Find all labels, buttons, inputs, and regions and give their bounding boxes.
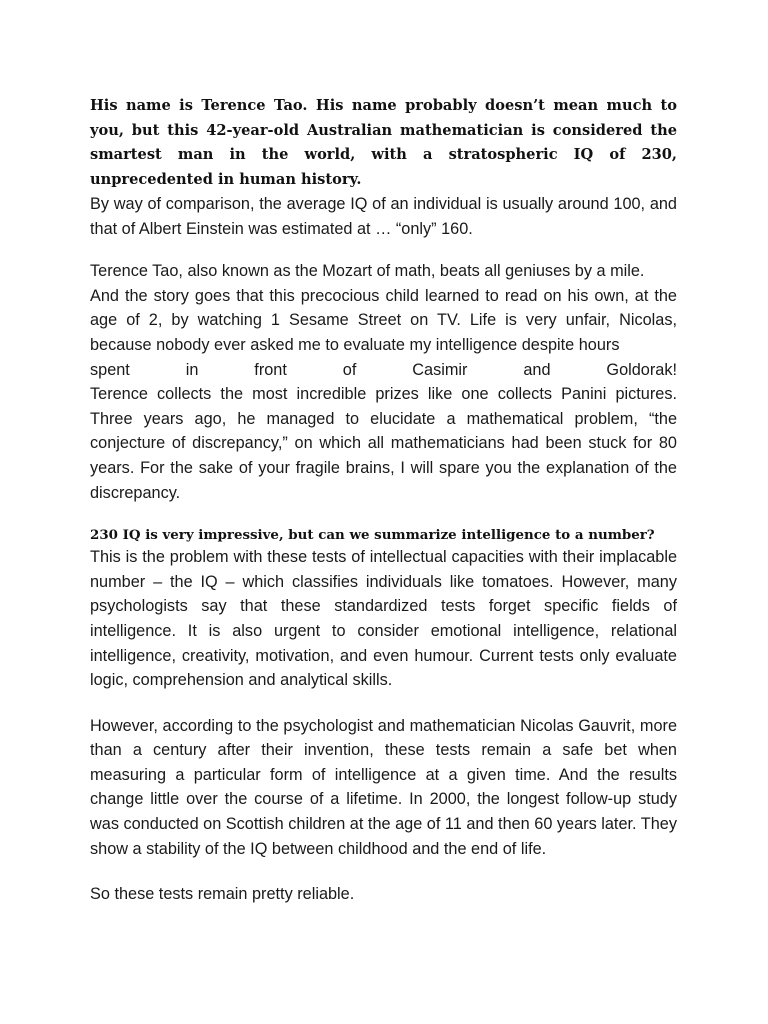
- comparison-paragraph: By way of comparison, the average IQ of an individual is usually around 100, and that of Albert Einstein was estimated at … “only” 160.: [90, 195, 677, 238]
- story-paragraph-end: spent in front of Casimir and Goldorak!: [90, 360, 677, 379]
- lead-paragraph: His name is Terence Tao. His name probably doesn’t mean much to you, but this 42-year-old Australian mathematician is considered the smartest man in the world, with a stratospheric IQ of 230, unprecedented in human history.: [90, 97, 677, 188]
- gauvrit-paragraph: However, according to the psychologist and mathematician Nicolas Gauvrit, more than a century after their invention, these tests remain a safe bet when measuring a particular form of intelligence at a given time. And the results change little over the course of a lifetime. In 2000, the longest follow-up study was conducted on Scottish children at the age of 11 and then 60 years later. They show a stability of the IQ between childhood and the end of life.: [90, 716, 677, 858]
- spacer: [90, 861, 677, 882]
- document-page: [90, 94, 677, 907]
- section-subheading: 230 IQ is very impressive, but can we summarize intelligence to a number?: [90, 527, 655, 544]
- spacer: [90, 505, 677, 525]
- spacer: [90, 693, 677, 714]
- prizes-paragraph: Terence collects the most incredible prizes like one collects Panini pictures. Three years ago, he managed to elucidate a mathematical problem, “the conjecture of discrepancy,” on which all mathematicians had been stuck for 80 years. For the sake of your fragile brains, I will spare you the explanation of the discrepancy.: [90, 385, 677, 502]
- mozart-paragraph: Terence Tao, also known as the Mozart of math, beats all geniuses by a mile.: [90, 262, 645, 281]
- problem-paragraph: This is the problem with these tests of intellectual capacities with their implacable number – the IQ – which classifies individuals like tomatoes. However, many psychologists say that these standardized tests forget specific fields of intelligence. It is also urgent to consider emotional intelligence, relational intelligence, creativity, motivation, and even humour. Current tests only evaluate logic, comprehension and analytical skills.: [90, 548, 677, 690]
- spacer: [90, 241, 677, 259]
- conclusion-paragraph: So these tests remain pretty reliable.: [90, 885, 355, 904]
- story-paragraph: And the story goes that this precocious child learned to read on his own, at the age of 2, by watching 1 Sesame Street on TV. Life is very unfair, Nicolas, because nobody ever asked me to evaluate my intelligence despite hours: [90, 286, 677, 354]
